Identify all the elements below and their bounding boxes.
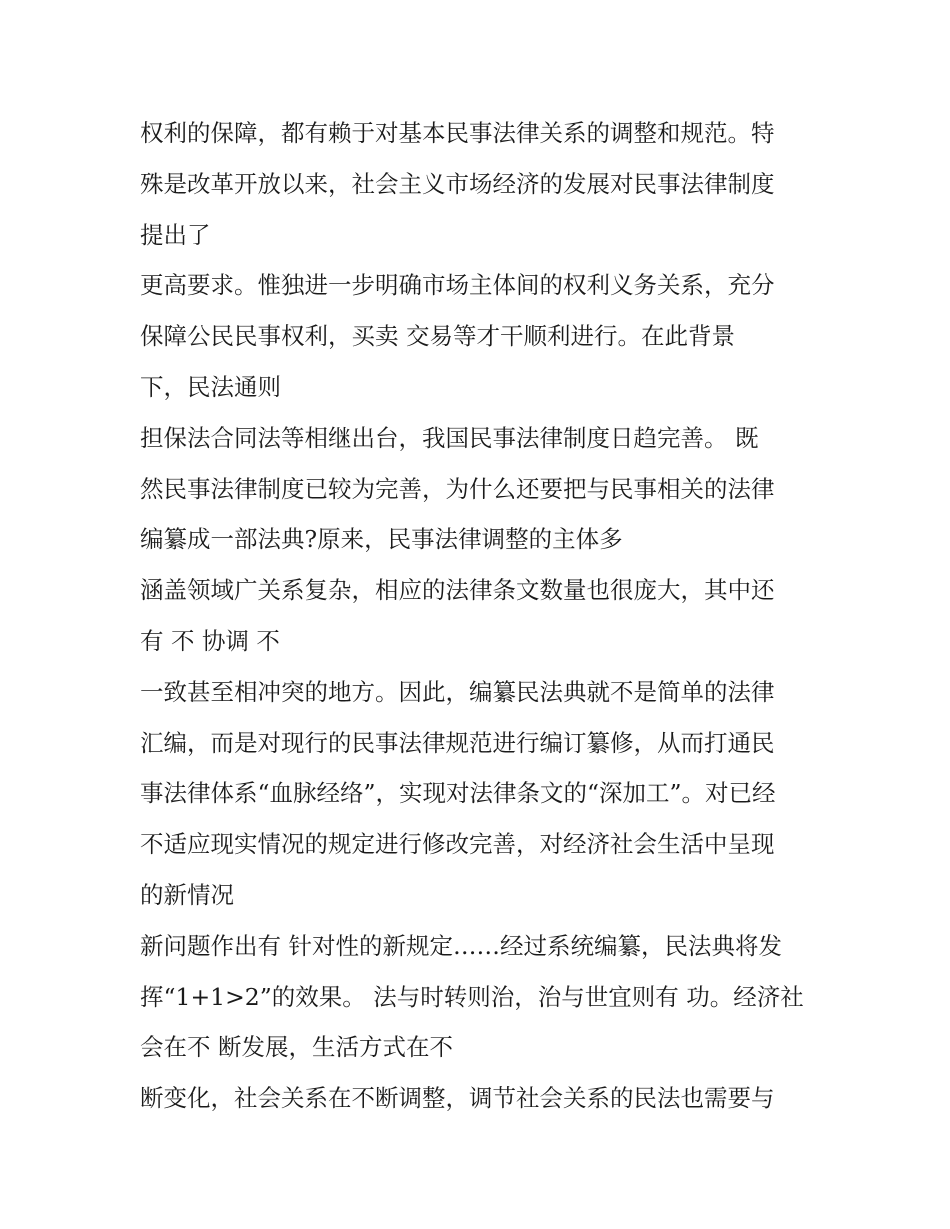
text-line: 编纂成一部法典?原来，民事法律调整的主体多 xyxy=(140,525,623,554)
text-line: 事法律体系“血脉经络”，实现对法律条文的“深加工”。对已经 xyxy=(140,779,776,808)
text-line: 的新情况 xyxy=(140,880,234,909)
text-line: 不适应现实情况的规定进行修改完善，对经济社会生活中呈现 xyxy=(140,830,775,859)
text-line: 涵盖领域广关系复杂，相应的法律条文数量也很庞大，其中还 xyxy=(140,576,775,605)
text-line: 新问题作出有 针对性的新规定……经过系统编纂，民法典将发 xyxy=(140,931,782,960)
text-line: 权利的保障，都有赖于对基本民事法律关系的调整和规范。特 xyxy=(140,119,775,147)
text-line: 担保法合同法等相继出台，我国民事法律制度日趋完善。 既 xyxy=(140,423,759,452)
text-line: 汇编，而是对现行的民事法律规范进行编订纂修，从而打通民 xyxy=(140,728,775,757)
text-line: 更高要求。惟独进一步明确市场主体间的权利义务关系，充分 xyxy=(140,271,775,300)
text-line: 一致甚至相冲突的地方。因此，编纂民法典就不是简单的法律 xyxy=(140,677,775,706)
text-line: 下，民法通则 xyxy=(140,372,281,401)
text-line: 有 不 协调 不 xyxy=(140,626,280,655)
text-line: 提出了 xyxy=(140,220,211,249)
text-line: 然民事法律制度已较为完善，为什么还要把与民事相关的法律 xyxy=(140,474,775,503)
text-line: 挥“1+1>2”的效果。 法与时转则治，治与世宜则有 功。经济社 xyxy=(140,982,804,1011)
text-line: 殊是改革开放以来，社会主义市场经济的发展对民事法律制度 xyxy=(140,169,775,198)
text-line: 断变化，社会关系在不断调整，调节社会关系的民法也需要与 xyxy=(140,1084,775,1113)
body-text xyxy=(140,108,830,1124)
text-line: 保障公民民事权利，买卖 交易等才干顺利进行。在此背景 xyxy=(140,322,735,351)
text-line: 会在不 断发展，生活方式在不 xyxy=(140,1033,453,1062)
